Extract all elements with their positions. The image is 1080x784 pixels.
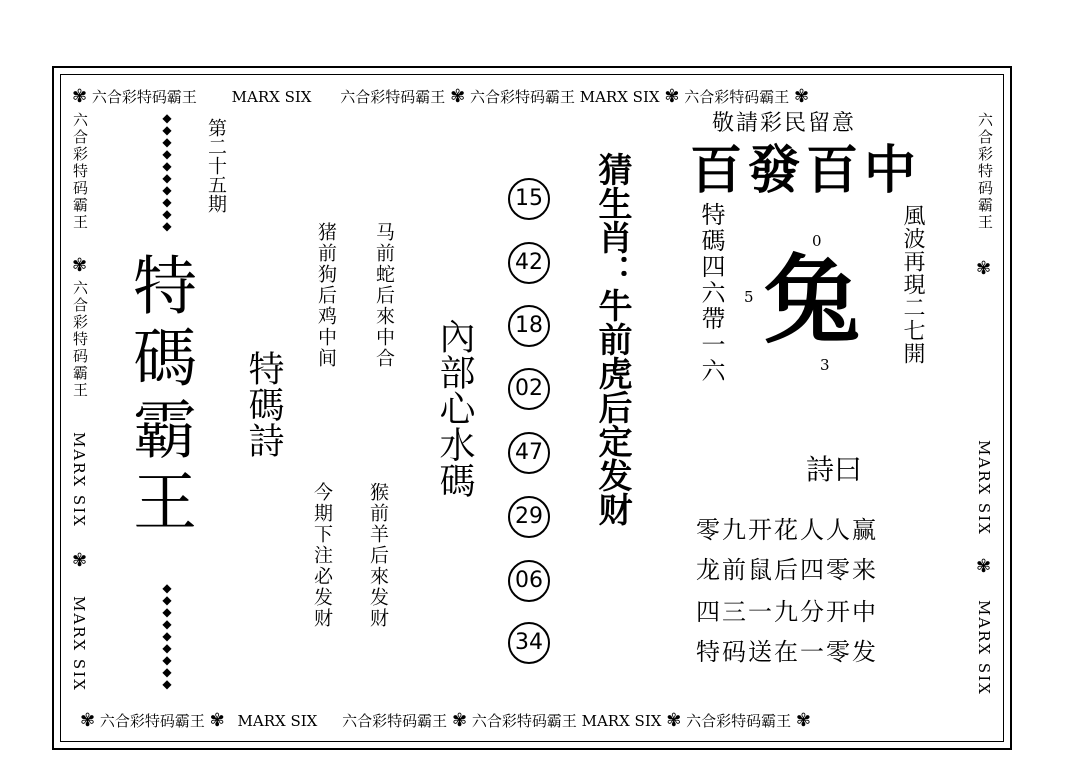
number-circle: 15: [508, 178, 550, 220]
banner-text: 六合彩特码霸王: [471, 712, 577, 730]
poem-title: 詩曰: [806, 453, 863, 486]
flower-icon: ✾: [794, 86, 810, 107]
number-circle: 34: [508, 622, 550, 664]
poem-line: 零九开花人人赢: [696, 516, 878, 544]
diamond-chain-icon: ◆ ◆ ◆ ◆ ◆ ◆ ◆ ◆ ◆ ◆: [162, 111, 172, 233]
number-circle: 06: [508, 560, 550, 602]
verse-column: 马前蛇后來中合: [373, 222, 395, 369]
number-circle: 02: [508, 368, 550, 410]
verse-column: 猴前羊后來发财: [367, 482, 389, 629]
top-banner: [72, 86, 809, 107]
tema-column: 特碼四六帶一六: [697, 202, 725, 384]
banner-text: 六合彩特码霸王: [469, 88, 575, 106]
wind-column: 風波再現二七開: [900, 204, 925, 365]
sub-title: 特碼詩: [243, 350, 284, 458]
main-title: 特碼霸王: [122, 252, 196, 540]
number-circle: 18: [508, 305, 550, 347]
rabbit-mark: 3: [820, 356, 830, 374]
inner-title: 內部心水碼: [434, 318, 475, 498]
number-circle: 47: [508, 432, 550, 474]
banner-text: 六合彩特码霸王: [686, 712, 792, 730]
bottom-banner: [80, 710, 811, 731]
issue-number: 第二十五期: [205, 118, 227, 213]
banner-text: 六合彩特码霸王: [684, 88, 790, 106]
poem-line: 龙前鼠后四零来: [696, 556, 878, 584]
flower-icon: ✾: [451, 710, 468, 731]
banner-text: MARX SIX: [581, 712, 662, 730]
flower-icon: ✾: [795, 710, 811, 731]
flower-icon: ✾: [450, 86, 466, 107]
banner-text: MARX SIX: [231, 88, 312, 106]
notice-headline: 百發百中: [690, 141, 923, 201]
flower-icon: ✾: [666, 710, 682, 731]
left-side-text: 六合彩特码霸王: [71, 112, 89, 231]
banner-text: 六合彩特码霸王: [99, 712, 205, 730]
number-circle: 29: [508, 496, 550, 538]
flower-icon: ✾: [976, 556, 992, 577]
rabbit-mark: 5: [744, 288, 754, 306]
notice-line: 敬請彩民留意: [712, 111, 857, 136]
poem-line: 四三一九分开中: [696, 598, 878, 626]
zodiac-guess: 猜生肖：牛前虎后定发财: [592, 152, 632, 526]
right-side-text: 六合彩特码霸王: [976, 112, 994, 231]
banner-text: 六合彩特码霸王: [342, 712, 448, 730]
left-side-text: MARX SIX: [70, 596, 88, 692]
flower-icon: ✾: [976, 258, 992, 279]
flower-icon: ✾: [80, 710, 96, 731]
banner-text: 六合彩特码霸王: [91, 88, 197, 106]
flower-icon: ✾: [209, 710, 225, 731]
verse-column: 今期下注必发财: [311, 482, 333, 629]
verse-column: 猪前狗后鸡中间: [315, 222, 337, 369]
banner-text: MARX SIX: [579, 88, 660, 106]
flower-icon: ✾: [664, 86, 680, 107]
banner-text: MARX SIX: [237, 712, 318, 730]
number-circle: 42: [508, 242, 550, 284]
rabbit-character: 兔: [764, 245, 860, 357]
flower-icon: ✾: [72, 255, 88, 276]
left-side-text: MARX SIX: [70, 432, 88, 528]
flower-icon: ✾: [72, 550, 88, 571]
rabbit-mark: 0: [812, 232, 822, 250]
left-side-text: 六合彩特码霸王: [71, 280, 89, 399]
poem-line: 特码送在一零发: [696, 638, 878, 666]
right-side-text: MARX SIX: [975, 440, 993, 536]
banner-text: 六合彩特码霸王: [340, 88, 446, 106]
flower-icon: ✾: [72, 86, 88, 107]
right-side-text: MARX SIX: [975, 600, 993, 696]
diamond-chain-icon: ◆ ◆ ◆ ◆ ◆ ◆ ◆ ◆ ◆: [162, 581, 172, 691]
